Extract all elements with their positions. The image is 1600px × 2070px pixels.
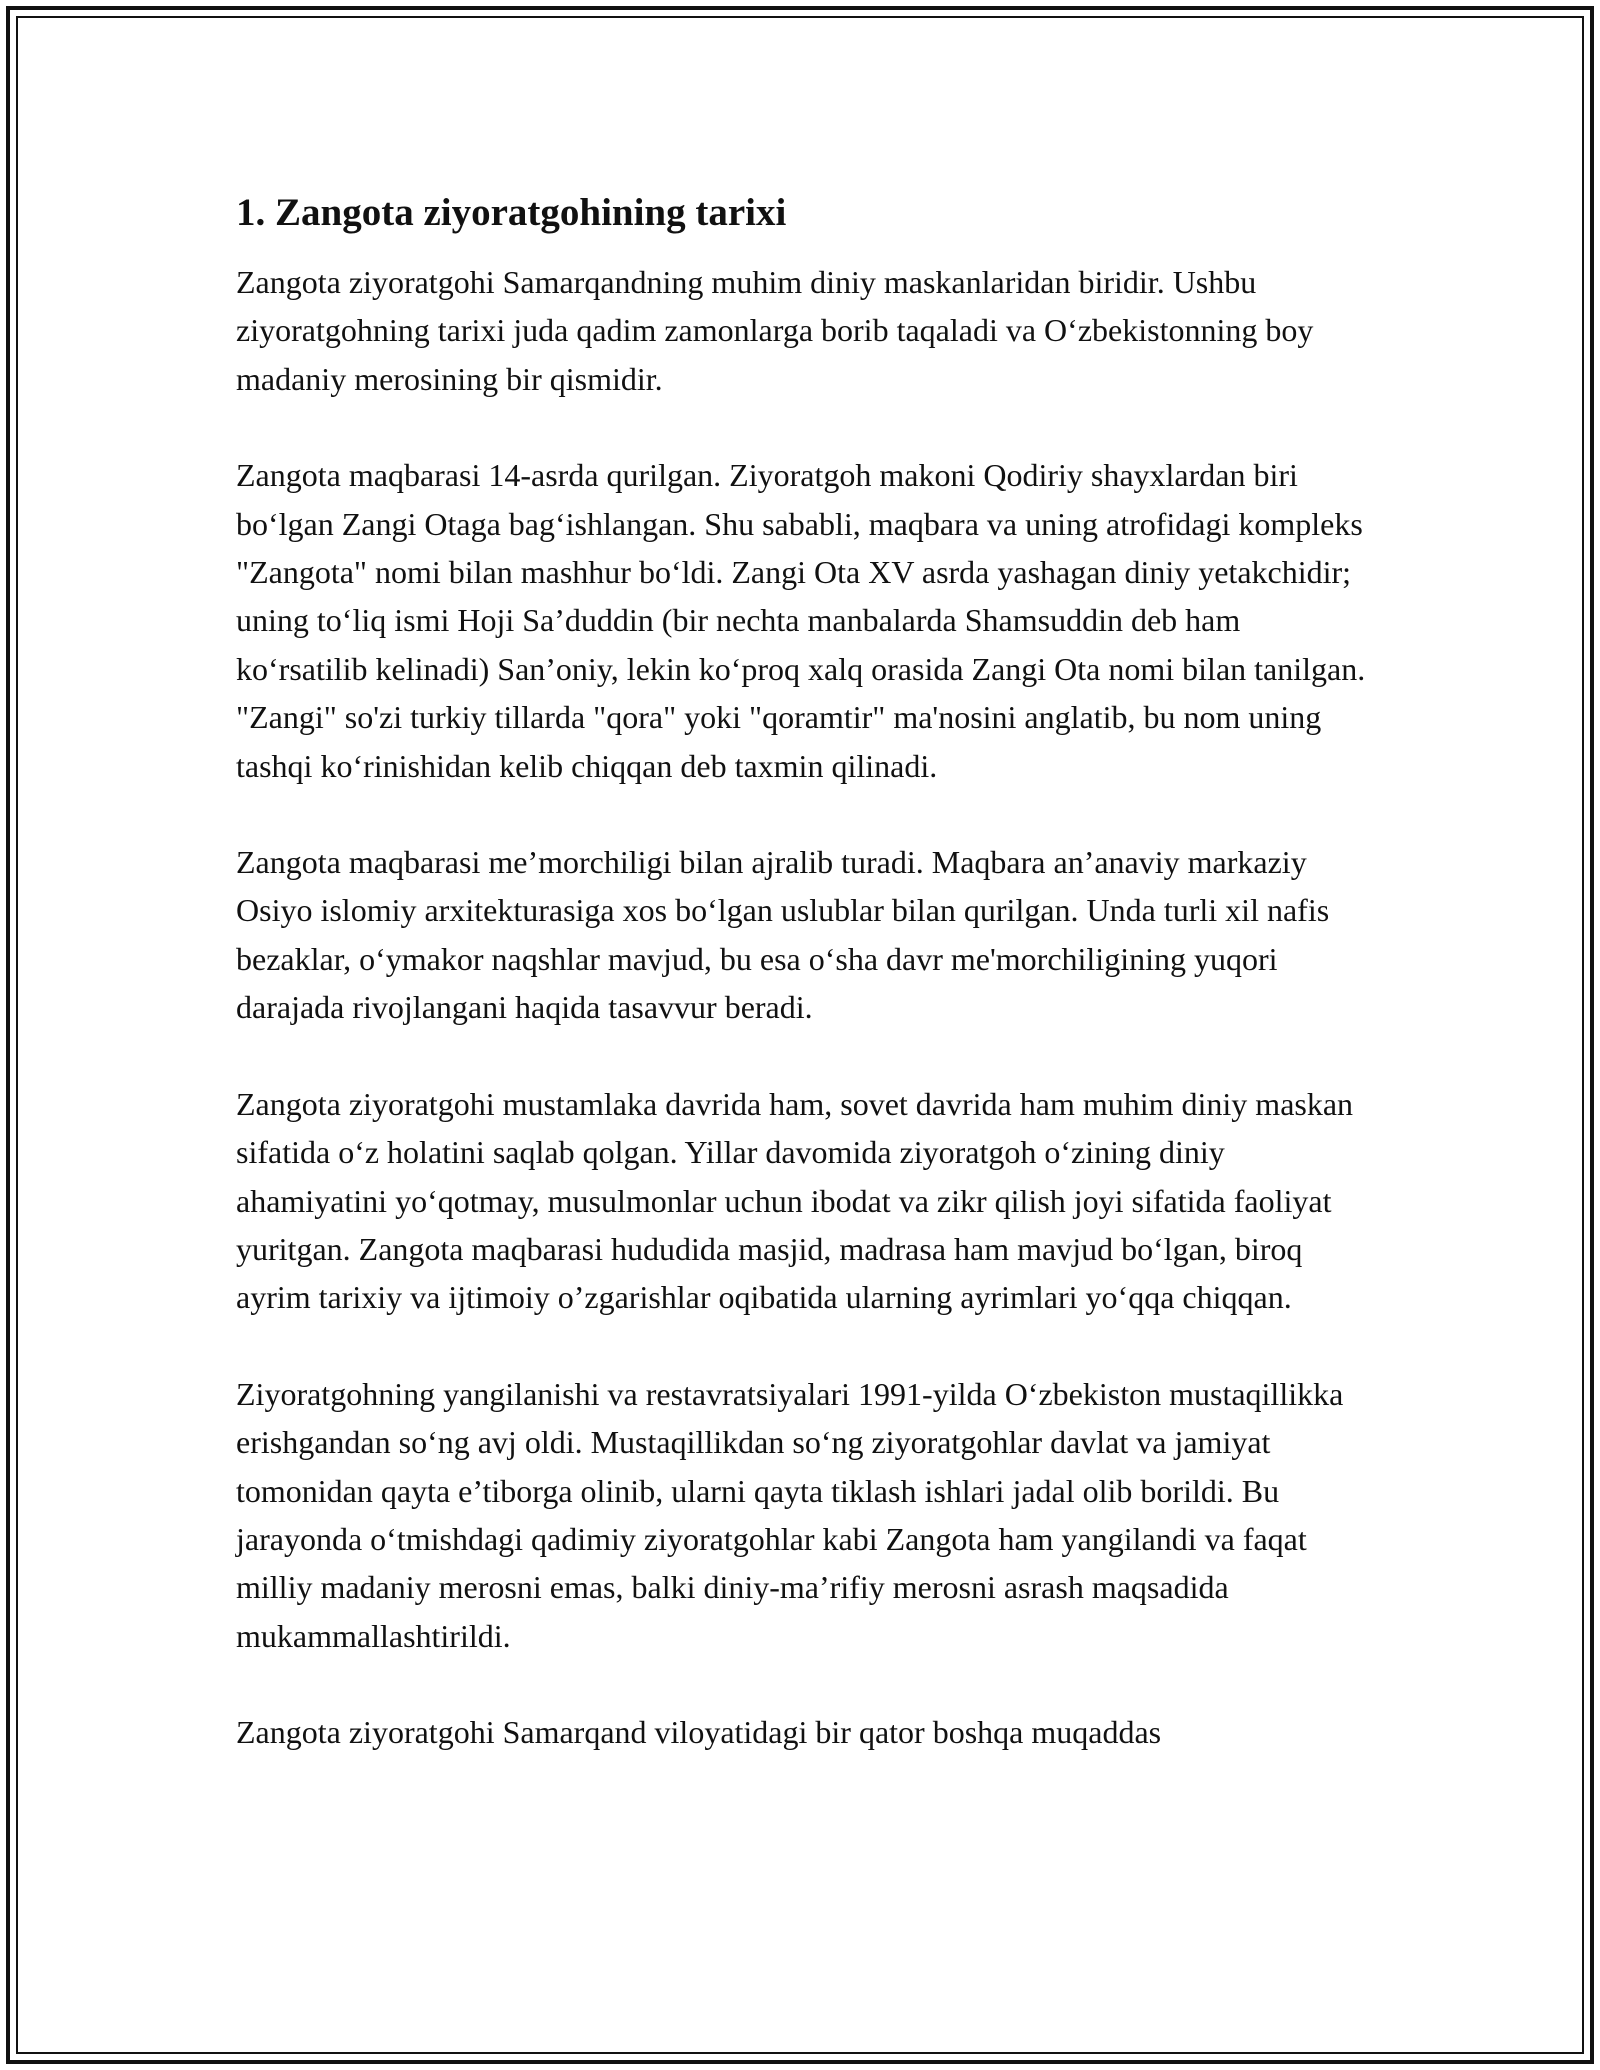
paragraph-5: Ziyoratgohning yangilanishi va restavratsiyalari 1991-yilda O‘zbekiston mustaqillikka erishgandan so‘ng avj oldi. Mustaqillikdan so‘ng ziyoratgohlar davlat va jamiyat tomonidan qayta e’tiborga olinib, ularni qayta tiklash ishlari jadal olib borildi. Bu jarayonda o‘tmishdagi qadimiy ziyoratgohlar kabi Zangota ham yangilandi va faqat milliy madaniy merosni emas, balki diniy-ma’rifiy merosni asrash maqsadida mukammallashtirildi. [236,1375,1344,1654]
paragraph-3: Zangota maqbarasi me’morchiligi bilan ajralib turadi. Maqbara an’anaviy markaziy Osiyo islomiy arxitekturasiga xos bo‘lgan uslublar bilan qurilgan. Unda turli xil nafis bezaklar, o‘ymakor naqshlar mavjud, bu esa o‘sha davr me'morchiligining yuqori darajada rivojlangani haqida tasavvur beradi. [236,844,1330,1026]
paragraph-2: Zangota maqbarasi 14-asrda qurilgan. Ziyoratgoh makoni Qodiriy shayxlardan biri bo‘lgan Zangi Otaga bag‘ishlangan. Shu sababli, maqbara va uning atrofidagi kompleks "Zangota" nomi bilan mashhur bo‘ldi. Zangi Ota XV asrda yashagan diniy yetakchidir; uning to‘liq ismi Hoji Sa’duddin (bir nechta manbalarda Shamsuddin deb ham ko‘rsatilib kelinadi) San’oniy, lekin ko‘proq xalq orasida Zangi Ota nomi bilan tanilgan. "Zangi" so'zi turkiy tillarda "qora" yoki "qoramtir" ma'nosini anglatib, bu nom uning tashqi ko‘rinishidan kelib chiqqan deb taxmin qilinadi. [236,457,1366,784]
paragraph-6: Zangota ziyoratgohi Samarqand viloyatidagi bir qator boshqa muqaddas [236,1714,1162,1751]
paragraph-1: Zangota ziyoratgohi Samarqandning muhim diniy maskanlaridan biridir. Ushbu ziyoratgohning tarixi juda qadim zamonlarga borib taqaladi va O‘zbekistonning boy madaniy merosining bir qismidir. [236,264,1314,397]
paragraph-4: Zangota ziyoratgohi mustamlaka davrida ham, sovet davrida ham muhim diniy maskan sifatida o‘z holatini saqlab qolgan. Yillar davomida ziyoratgoh o‘zining diniy ahamiyatini yo‘qotmay, musulmonlar uchun ibodat va zikr qilish joyi sifatida faoliyat yuritgan. Zangota maqbarasi hududida masjid, madrasa ham mavjud bo‘lgan, biroq ayrim tarixiy va ijtimoiy o’zgarishlar oqibatida ularning ayrimlari yo‘qqa chiqqan. [236,1085,1354,1316]
document-body [236,186,1368,1805]
section-heading: 1. Zangota ziyoratgohining tarixi [236,191,787,234]
